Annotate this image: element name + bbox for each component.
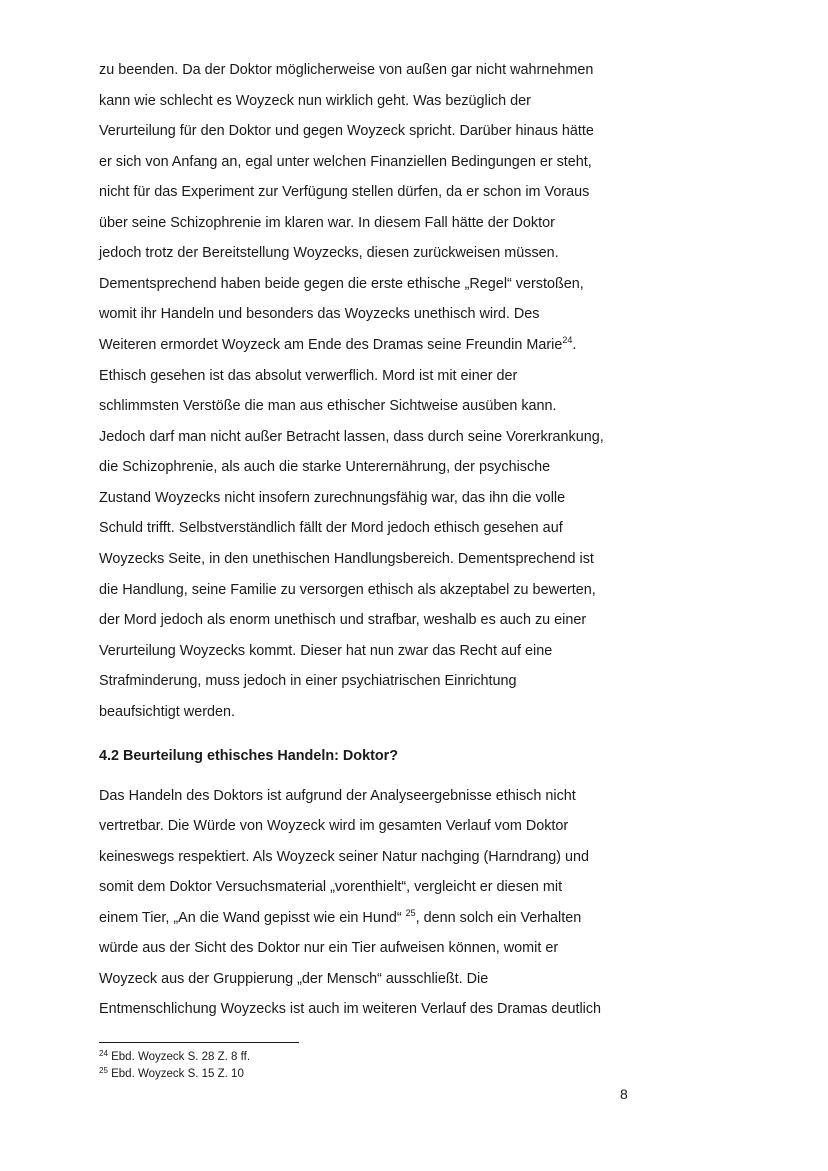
body-line: Schuld trifft. Selbstverständlich fällt der Mord jedoch ethisch gesehen auf	[99, 520, 563, 536]
body-line: Verurteilung für den Doktor und gegen Woyzeck spricht. Darüber hinaus hätte	[99, 123, 594, 139]
line-text-after: , denn solch ein Verhalten	[415, 910, 582, 926]
line-text: einem Tier, „An die Wand gepisst wie ein Hund“	[99, 910, 406, 926]
body-line: er sich von Anfang an, egal unter welchen Finanziellen Bedingungen er steht,	[99, 154, 592, 170]
body-line: Jedoch darf man nicht außer Betracht lassen, dass durch seine Vorerkrankung,	[99, 429, 604, 445]
footnote-divider	[99, 1042, 299, 1043]
body-line: beaufsichtigt werden.	[99, 704, 235, 720]
body-line: womit ihr Handeln und besonders das Woyzecks unethisch wird. Des	[99, 306, 540, 322]
body-line: keineswegs respektiert. Als Woyzeck seiner Natur nachging (Harndrang) und	[99, 849, 590, 865]
line-text-after: .	[572, 337, 577, 353]
body-line: Zustand Woyzecks nicht insofern zurechnungsfähig war, das ihn die volle	[99, 490, 566, 506]
footnote-ref-24: 24	[562, 335, 573, 345]
body-line-with-footnote-ref	[99, 908, 581, 928]
footnote-number: 24	[99, 1049, 108, 1058]
body-line: Dementsprechend haben beide gegen die erste ethische „Regel“ verstoßen,	[99, 276, 584, 292]
footnote-25	[99, 1067, 244, 1081]
body-line: die Schizophrenie, als auch die starke Unterernährung, der psychische	[99, 459, 551, 475]
body-line: schlimmsten Verstöße die man aus ethischer Sichtweise ausüben kann.	[99, 398, 557, 414]
body-line: würde aus der Sicht des Doktor nur ein Tier aufweisen können, womit er	[99, 940, 559, 956]
footnote-number: 25	[99, 1066, 108, 1075]
body-line: Woyzeck aus der Gruppierung „der Mensch“ ausschließt. Die	[99, 971, 489, 987]
body-line: kann wie schlecht es Woyzeck nun wirklich geht. Was bezüglich der	[99, 93, 531, 109]
page-number: 8	[620, 1086, 628, 1102]
body-line: über seine Schizophrenie im klaren war. In diesem Fall hätte der Doktor	[99, 215, 555, 231]
body-line: zu beenden. Da der Doktor möglicherweise von außen gar nicht wahrnehmen	[99, 62, 594, 78]
line-text: Weiteren ermordet Woyzeck am Ende des Dramas seine Freundin Marie	[99, 337, 563, 353]
footnote-24	[99, 1050, 250, 1064]
body-line: jedoch trotz der Bereitstellung Woyzecks, diesen zurückweisen müssen.	[99, 245, 559, 261]
footnote-text: Ebd. Woyzeck S. 15 Z. 10	[107, 1068, 244, 1080]
body-line: Das Handeln des Doktors ist aufgrund der Analyseergebnisse ethisch nicht	[99, 788, 576, 804]
body-line: Woyzecks Seite, in den unethischen Handlungsbereich. Dementsprechend ist	[99, 551, 594, 567]
body-line: Ethisch gesehen ist das absolut verwerflich. Mord ist mit einer der	[99, 368, 518, 384]
footnote-ref-25: 25	[405, 908, 416, 918]
body-line: Entmenschlichung Woyzecks ist auch im weiteren Verlauf des Dramas deutlich	[99, 1001, 602, 1017]
body-line: nicht für das Experiment zur Verfügung stellen dürfen, da er schon im Voraus	[99, 184, 590, 200]
body-line: somit dem Doktor Versuchsmaterial „vorenthielt“, vergleicht er diesen mit	[99, 879, 563, 895]
body-line-with-footnote-ref	[99, 335, 576, 355]
body-line: der Mord jedoch als enorm unethisch und strafbar, weshalb es auch zu einer	[99, 612, 587, 628]
body-line: vertretbar. Die Würde von Woyzeck wird im gesamten Verlauf vom Doktor	[99, 818, 569, 834]
body-line: Verurteilung Woyzecks kommt. Dieser hat nun zwar das Recht auf eine	[99, 643, 553, 659]
body-line: die Handlung, seine Familie zu versorgen ethisch als akzeptabel zu bewerten,	[99, 582, 596, 598]
body-line: Strafminderung, muss jedoch in einer psychiatrischen Einrichtung	[99, 673, 517, 689]
section-heading: 4.2 Beurteilung ethisches Handeln: Doktor?	[99, 748, 399, 764]
footnote-text: Ebd. Woyzeck S. 28 Z. 8 ff.	[107, 1051, 251, 1063]
